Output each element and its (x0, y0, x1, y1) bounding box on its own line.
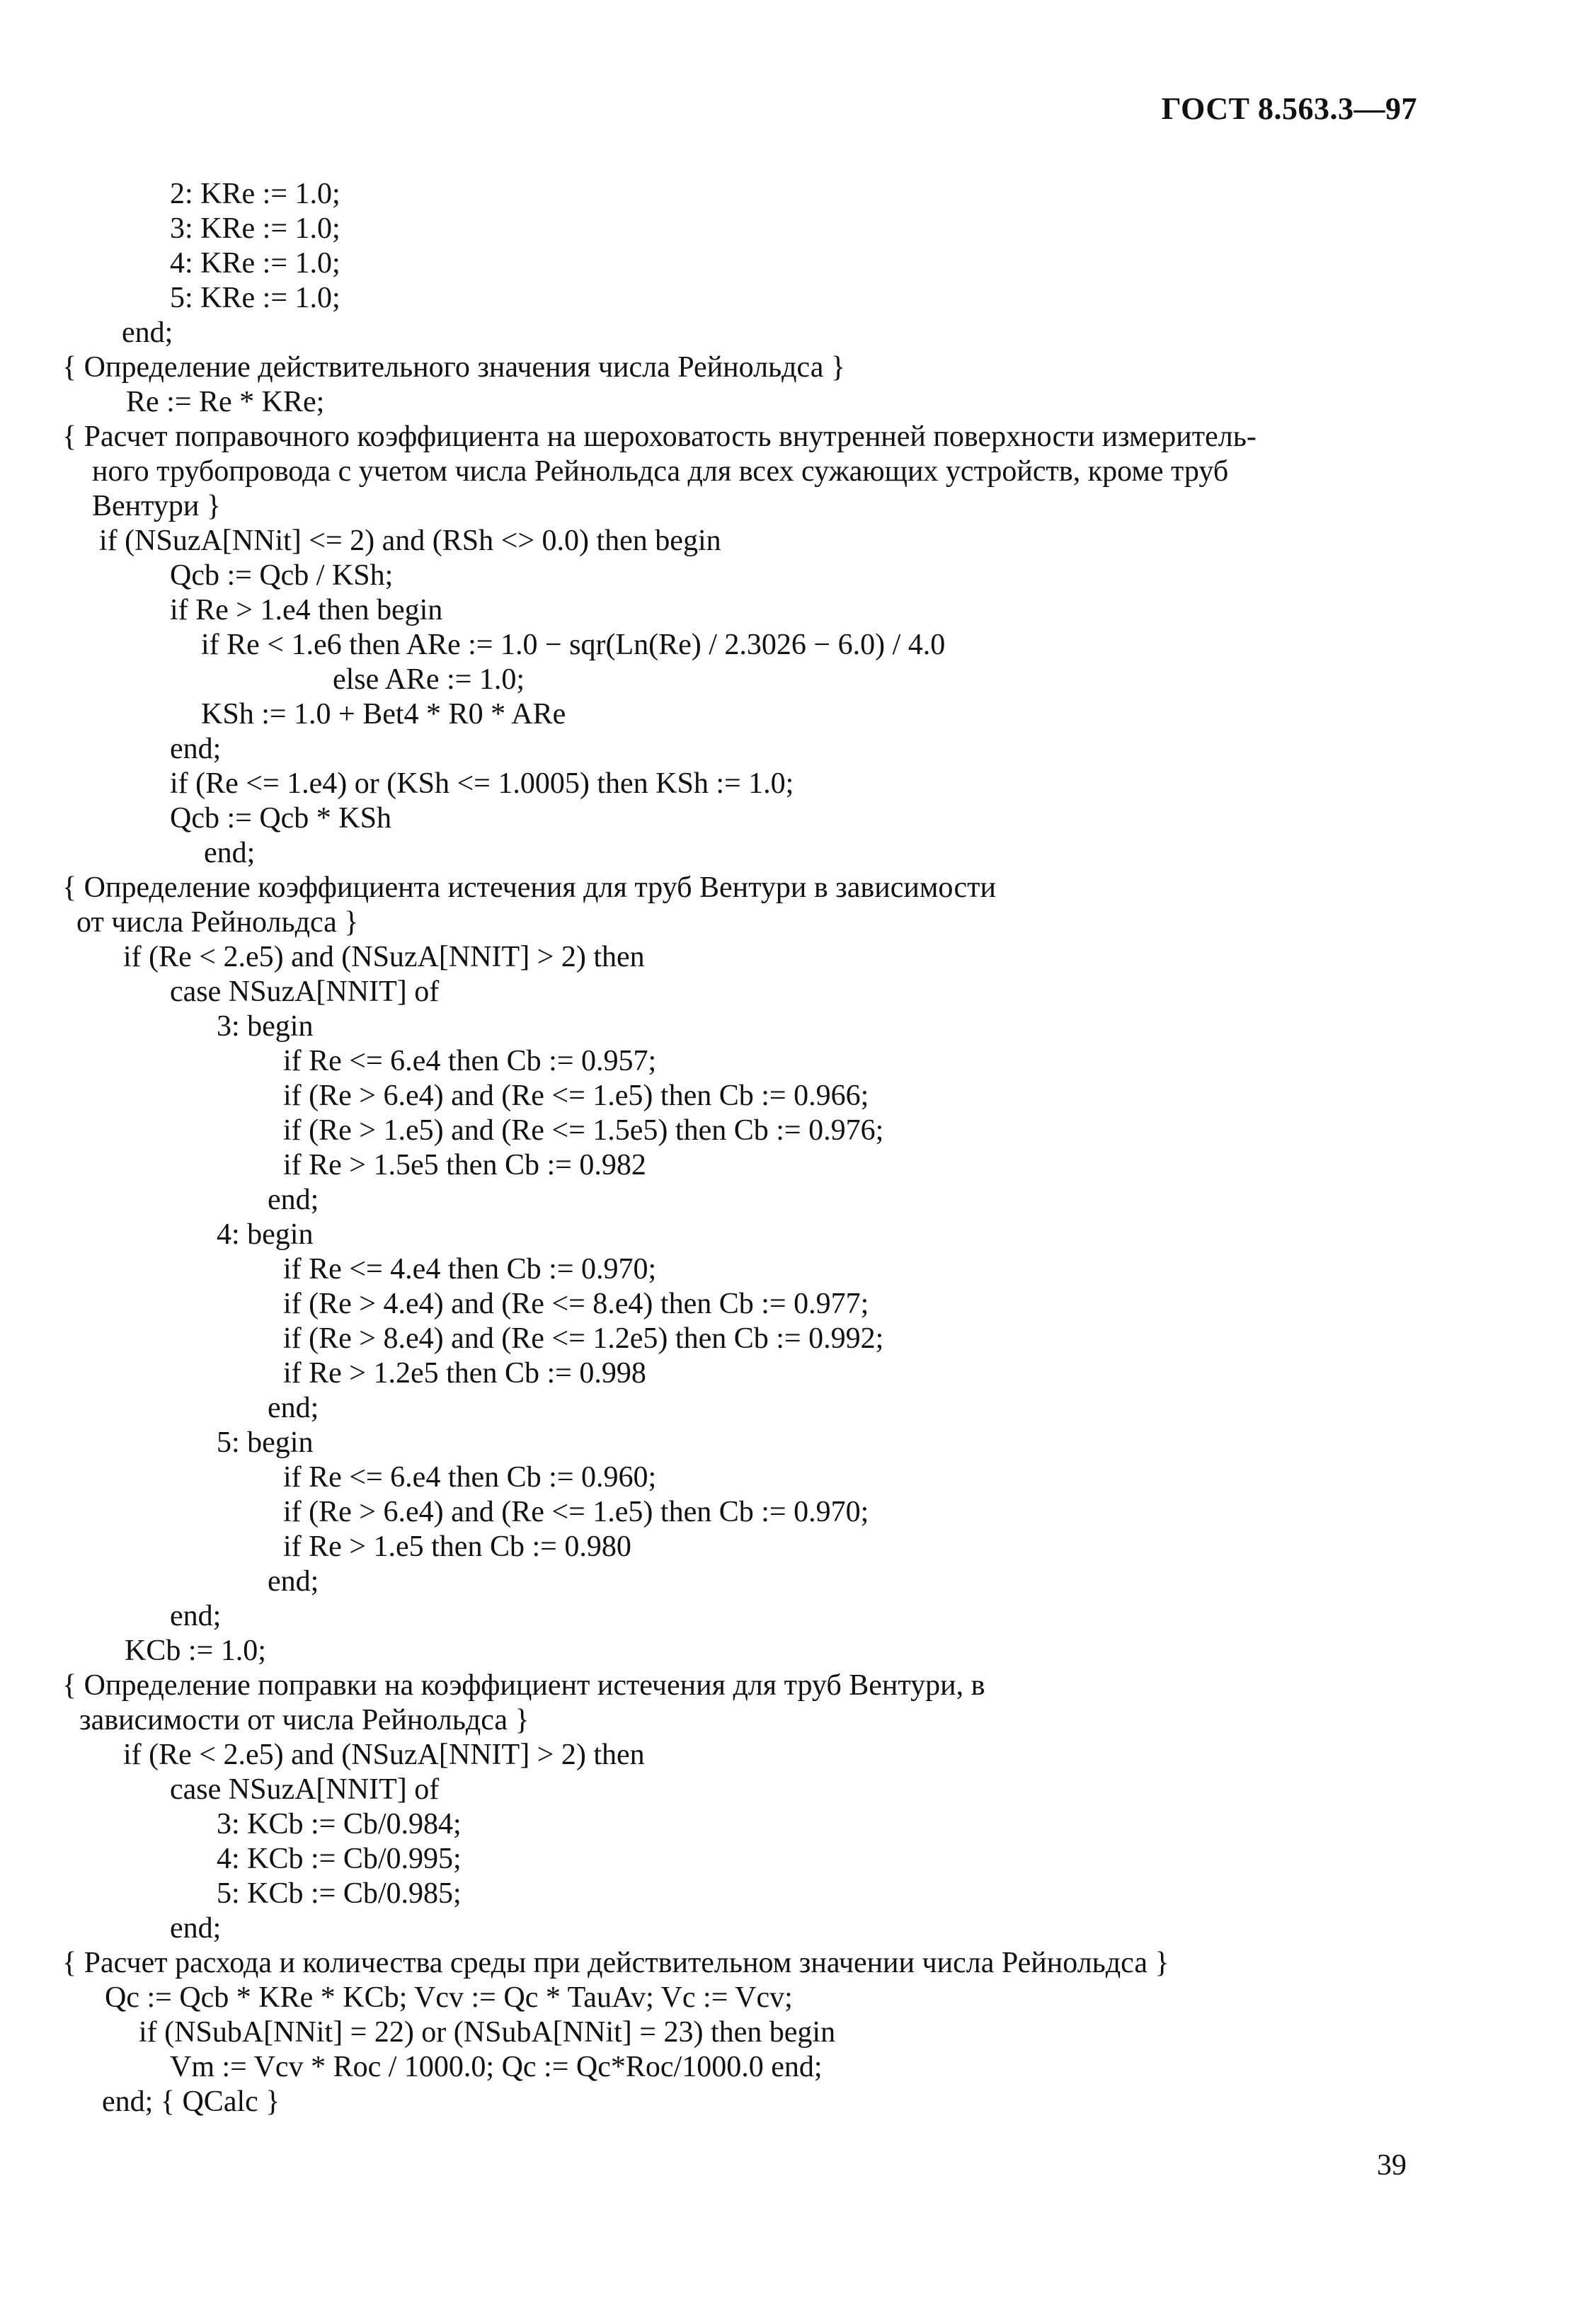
code-line: case NSuzA[NNIT] of (170, 975, 440, 1008)
code-line: if Re > 1.e4 then begin (170, 594, 443, 626)
code-line: if (NSubA[NNit] = 22) or (NSubA[NNit] = 23) then begin (139, 2016, 836, 2049)
code-line: if (Re <= 1.e4) or (KSh <= 1.0005) then KSh := 1.0; (170, 767, 794, 800)
code-line: if Re <= 6.e4 then Cb := 0.957; (283, 1045, 657, 1077)
code-line: if (Re < 2.e5) and (NSuzA[NNIT] > 2) then (123, 941, 645, 973)
code-line: 5: KCb := Cb/0.985; (217, 1877, 462, 1910)
code-comment: { Расчет расхода и количества среды при действительном значении числа Рейнольдса } (62, 1947, 1169, 1979)
code-line: end; (170, 1600, 222, 1632)
code-line: end; (170, 1912, 222, 1945)
code-line: if (Re > 6.e4) and (Re <= 1.e5) then Cb := 0.970; (283, 1496, 869, 1528)
code-comment: { Определение действительного значения числа Рейнольдса } (62, 351, 846, 384)
code-line: if Re <= 6.e4 then Cb := 0.960; (283, 1461, 657, 1494)
code-line: 4: KCb := Cb/0.995; (217, 1843, 462, 1875)
code-line: case NSuzA[NNIT] of (170, 1773, 440, 1806)
code-line: if Re <= 4.e4 then Cb := 0.970; (283, 1253, 657, 1286)
code-comment: { Расчет поправочного коэффициента на шероховатость внутренней поверхности измеритель- (62, 420, 1256, 453)
code-line: 3: KCb := Cb/0.984; (217, 1808, 462, 1841)
code-line: 3: begin (217, 1010, 314, 1043)
code-line: Qc := Qcb * KRe * KCb; Vcv := Qc * TauAv; Vc := Vcv; (105, 1981, 793, 2014)
code-line: KCb := 1.0; (125, 1635, 266, 1667)
code-line: 3: KRe := 1.0; (170, 212, 340, 245)
code-line: end; { QCalc } (102, 2085, 280, 2118)
code-line: 4: begin (217, 1218, 314, 1251)
code-line: Vm := Vcv * Roc / 1000.0; Qc := Qc*Roc/1000.0 end; (170, 2051, 823, 2083)
page-number: 39 (1377, 2149, 1407, 2182)
code-comment: { Определение поправки на коэффициент истечения для труб Вентури, в (62, 1669, 985, 1702)
code-line: if (Re > 8.e4) and (Re <= 1.2e5) then Cb := 0.992; (283, 1322, 884, 1355)
code-line: end; (268, 1184, 319, 1216)
code-line: end; (122, 316, 173, 349)
code-line: 4: KRe := 1.0; (170, 247, 340, 280)
code-line: if (NSuzA[NNit] <= 2) and (RSh <> 0.0) then begin (99, 525, 721, 557)
code-line: KSh := 1.0 + Bet4 * R0 * ARe (201, 698, 566, 731)
code-line: Re := Re * KRe; (126, 386, 325, 418)
code-comment: ного трубопровода с учетом числа Рейнольдса для всех сужающих устройств, кроме труб (92, 455, 1229, 488)
code-line: if Re > 1.2e5 then Cb := 0.998 (283, 1357, 646, 1390)
code-line: Qcb := Qcb * KSh (170, 802, 391, 835)
code-line: if (Re > 4.e4) and (Re <= 8.e4) then Cb := 0.977; (283, 1288, 869, 1320)
code-comment: Вентури } (92, 490, 222, 522)
code-line: end; (170, 733, 222, 765)
code-line: if (Re < 2.e5) and (NSuzA[NNIT] > 2) then (123, 1739, 645, 1771)
code-comment: зависимости от числа Рейнольдса } (79, 1704, 529, 1736)
code-line: if Re < 1.e6 then ARe := 1.0 − sqr(Ln(Re) / 2.3026 − 6.0) / 4.0 (201, 629, 946, 661)
code-line: end; (268, 1392, 319, 1424)
code-line: Qcb := Qcb / KSh; (170, 559, 394, 592)
code-line: if (Re > 1.e5) and (Re <= 1.5e5) then Cb := 0.976; (283, 1114, 884, 1147)
code-line: else ARe := 1.0; (333, 663, 525, 696)
code-line: end; (268, 1565, 319, 1598)
document-header: ГОСТ 8.563.3—97 (1161, 91, 1417, 126)
code-comment: { Определение коэффициента истечения для труб Вентури в зависимости (62, 871, 996, 904)
code-line: if Re > 1.e5 then Cb := 0.980 (283, 1530, 631, 1563)
code-line: end; (204, 837, 256, 869)
code-line: 5: KRe := 1.0; (170, 282, 340, 314)
code-comment: от числа Рейнольдса } (76, 906, 359, 939)
code-line: 2: KRe := 1.0; (170, 178, 340, 210)
code-line: if (Re > 6.e4) and (Re <= 1.e5) then Cb := 0.966; (283, 1080, 869, 1112)
code-line: if Re > 1.5e5 then Cb := 0.982 (283, 1149, 646, 1181)
code-line: 5: begin (217, 1426, 314, 1459)
